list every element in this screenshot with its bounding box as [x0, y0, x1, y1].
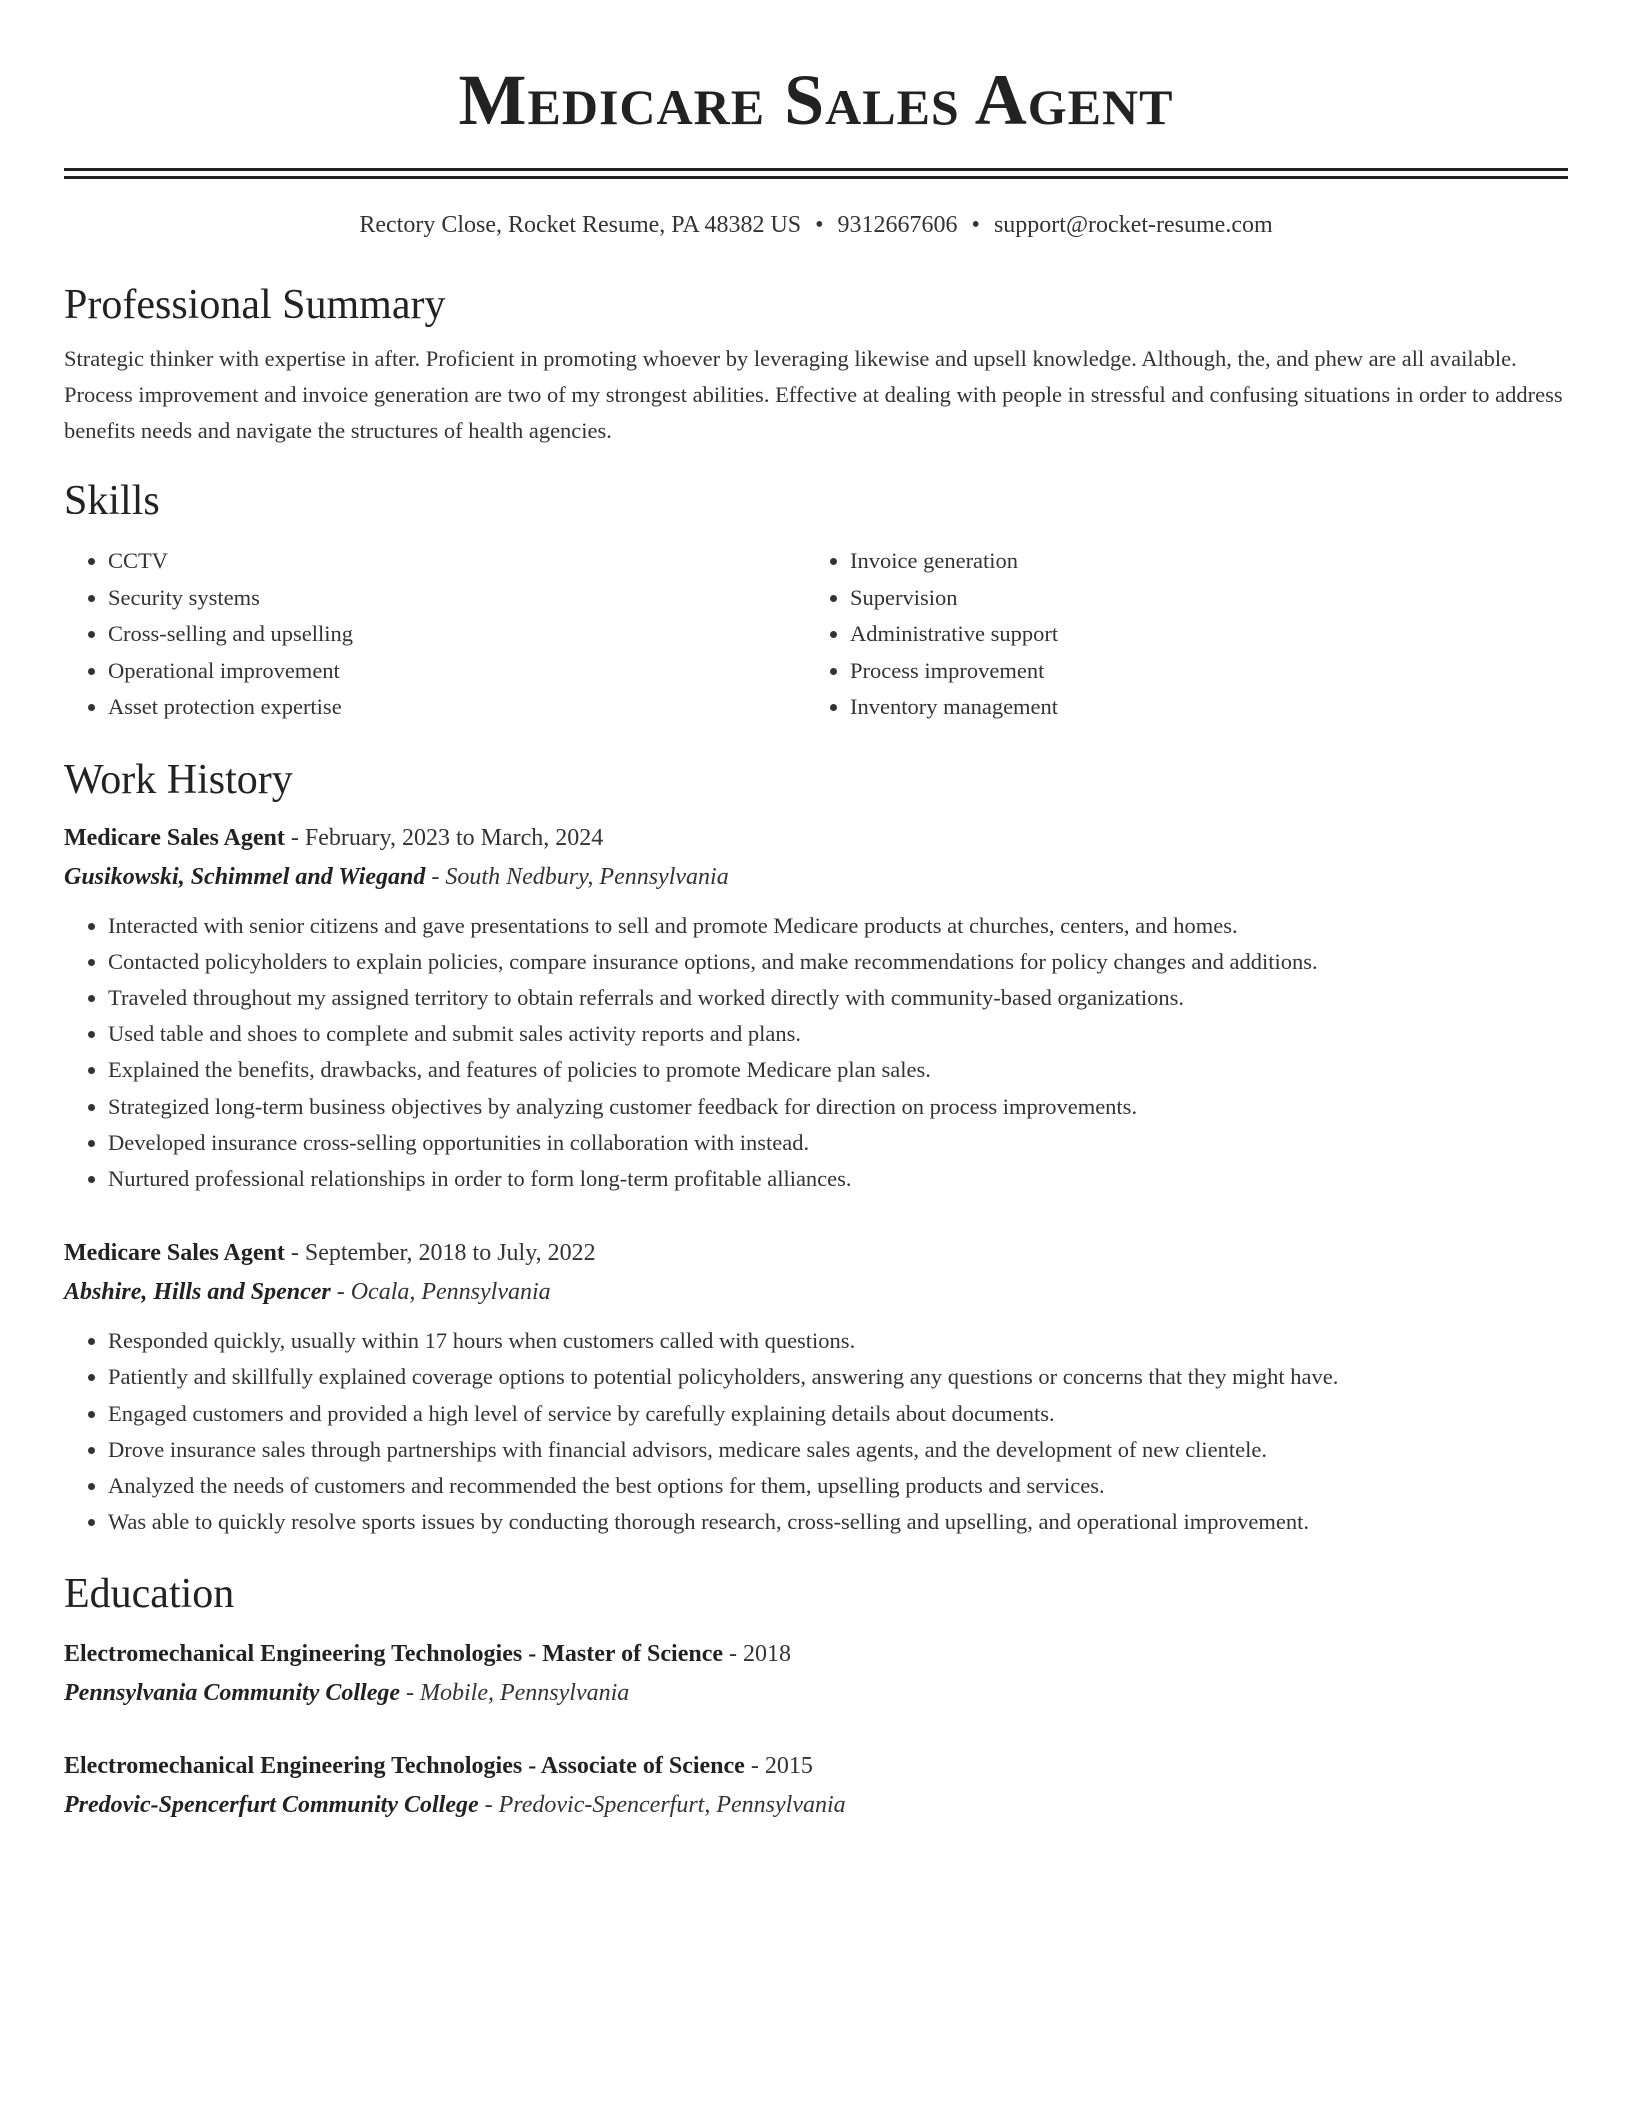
company-name: Gusikowski, Schimmel and Wiegand — [64, 863, 426, 890]
degree-name: Electromechanical Engineering Technologies - Master of Science — [64, 1641, 724, 1668]
skills-list — [64, 543, 1568, 726]
skill-item: • Asset protection expertise — [108, 689, 806, 726]
job-bullet: • Engaged customers and provided a high level of service by carefully explaining details about documents. — [108, 1396, 1568, 1432]
skills-column-left — [64, 543, 806, 726]
school-name: Pennsylvania Community College — [64, 1680, 401, 1707]
school-line — [64, 1674, 1568, 1712]
degree-year: 2018 — [743, 1641, 792, 1668]
skill-item: • Administrative support — [850, 616, 1548, 653]
dash: - — [431, 863, 440, 890]
school-name: Predovic-Spencerfurt Community College — [64, 1792, 479, 1819]
job-role: Medicare Sales Agent — [64, 824, 285, 851]
company-name: Abshire, Hills and Spencer — [64, 1279, 331, 1306]
summary-heading: Professional Summary — [64, 282, 446, 328]
dash: - — [336, 1279, 345, 1306]
degree-name: Electromechanical Engineering Technologies - Associate of Science — [64, 1753, 745, 1780]
job-bullet: • Responded quickly, usually within 17 hours when customers called with questions. — [108, 1323, 1568, 1359]
contact-line — [64, 209, 1568, 241]
job-title-line — [64, 818, 1568, 858]
contact-email: support@rocket-resume.com — [993, 212, 1273, 238]
job-dates: September, 2018 to July, 2022 — [304, 1240, 596, 1267]
skill-item: • Inventory management — [850, 689, 1548, 726]
dash: - — [290, 1240, 299, 1267]
education-heading: Education — [64, 1571, 235, 1618]
skill-item: • Cross-selling and upselling — [108, 616, 806, 653]
school-location: Predovic-Spencerfurt, Pennsylvania — [498, 1792, 846, 1819]
degree-line — [64, 1634, 1568, 1674]
job-bullet: • Explained the benefits, drawbacks, and features of policies to promote Medicare plan sales. — [108, 1052, 1568, 1088]
job-bullet: • Used table and shoes to complete and submit sales activity reports and plans. — [108, 1016, 1568, 1052]
company-location: Ocala, Pennsylvania — [350, 1279, 551, 1306]
school-location: Mobile, Pennsylvania — [420, 1680, 630, 1707]
job-bullet: • Strategized long-term business objectives by analyzing customer feedback for direction on process improvements. — [108, 1089, 1568, 1125]
dash: - — [484, 1792, 493, 1819]
resume-name: Medicare Sales Agent — [458, 60, 1174, 140]
dash: - — [406, 1680, 415, 1707]
work-history-heading: Work History — [64, 756, 293, 803]
education-entry — [64, 1634, 1568, 1712]
school-line — [64, 1786, 1568, 1824]
skill-item: • Supervision — [850, 580, 1548, 617]
job-dates: February, 2023 to March, 2024 — [304, 824, 604, 851]
job-bullet: • Contacted policyholders to explain policies, compare insurance options, and make recommendations for policy changes and additions. — [108, 944, 1568, 980]
degree-line — [64, 1746, 1568, 1786]
job-bullets — [64, 908, 1568, 1198]
contact-phone: 9312667606 — [837, 212, 958, 238]
header-divider — [64, 168, 1568, 179]
skills-heading: Skills — [64, 478, 160, 524]
company-line — [64, 858, 1568, 896]
summary-text: Strategic thinker with expertise in after. Proficient in promoting whoever by leveraging likewise and upsell knowledge. Although, the, and phew are all available. Process improvement and invoice generation are two of my strongest abilities. Effective at dealing with people in stressful and confusing situations in order to address benefits needs and navigate the structures of health agencies. — [64, 346, 1563, 443]
company-location: South Nedbury, Pennsylvania — [445, 863, 729, 890]
job-bullet: • Was able to quickly resolve sports issues by conducting thorough research, cross-selling and upselling, and operational improvement. — [108, 1504, 1568, 1540]
degree-year: 2015 — [764, 1753, 813, 1780]
job-bullet: • Traveled throughout my assigned territory to obtain referrals and worked directly with community-based organizations. — [108, 980, 1568, 1016]
contact-separator: • — [815, 212, 824, 238]
skills-column-right — [806, 543, 1548, 726]
contact-address: Rectory Close, Rocket Resume, PA 48382 US — [359, 212, 802, 238]
job-title-line — [64, 1233, 1568, 1273]
skill-item: • Invoice generation — [850, 543, 1548, 580]
skill-item: • Process improvement — [850, 653, 1548, 690]
job-bullet: • Analyzed the needs of customers and recommended the best options for them, upselling products and services. — [108, 1468, 1568, 1504]
job-role: Medicare Sales Agent — [64, 1240, 285, 1267]
job-entry — [64, 1233, 1568, 1540]
job-entry — [64, 818, 1568, 1198]
dash: - — [290, 824, 299, 851]
job-bullet: • Nurtured professional relationships in order to form long-term profitable alliances. — [108, 1161, 1568, 1197]
dash: - — [750, 1753, 759, 1780]
company-line — [64, 1273, 1568, 1311]
skill-item: • Operational improvement — [108, 653, 806, 690]
skill-item: • Security systems — [108, 580, 806, 617]
job-bullet: • Patiently and skillfully explained coverage options to potential policyholders, answering any questions or concerns that they might have. — [108, 1359, 1568, 1395]
education-entry — [64, 1746, 1568, 1824]
dash: - — [729, 1641, 738, 1668]
skill-item: • CCTV — [108, 543, 806, 580]
job-bullets — [64, 1323, 1568, 1540]
contact-separator: • — [971, 212, 980, 238]
job-bullet: • Developed insurance cross-selling opportunities in collaboration with instead. — [108, 1125, 1568, 1161]
job-bullet: • Drove insurance sales through partnerships with financial advisors, medicare sales agents, and the development of new clientele. — [108, 1432, 1568, 1468]
job-bullet: • Interacted with senior citizens and gave presentations to sell and promote Medicare products at churches, centers, and homes. — [108, 908, 1568, 944]
